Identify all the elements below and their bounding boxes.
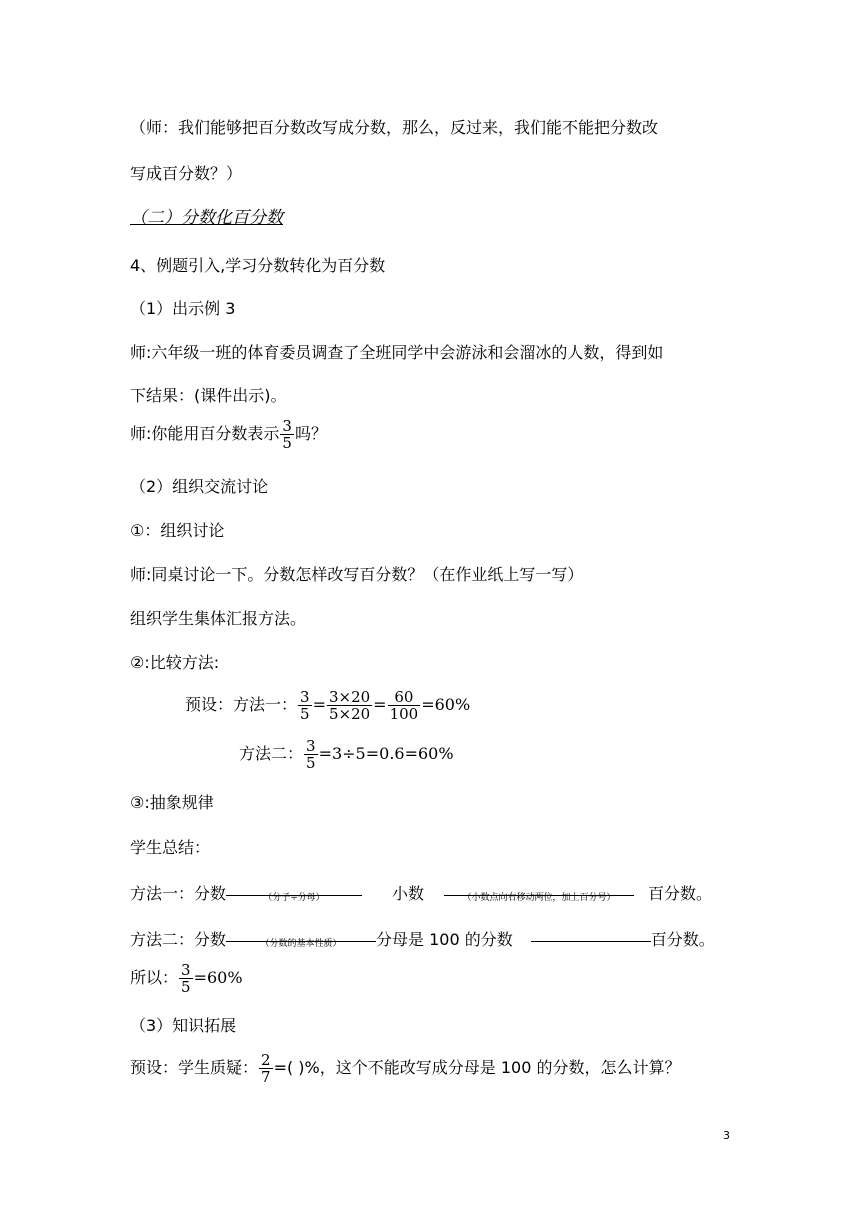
fraction-3x20-5x20: $\frac{3\times 20}{5\times 20}$ [328, 688, 371, 723]
arrow-divide: （分子÷分母） [226, 885, 362, 905]
teacher-text-1-cont: 下结果：(课件出示)。 [130, 386, 287, 405]
teacher-text-1: 师:六年级一班的体育委员调查了全班同学中会游泳和会溜冰的人数，得到如 [130, 343, 664, 362]
paragraph-teacher-question-cont: 写成百分数？） [130, 164, 243, 183]
conclusion: 所以： $\frac{3}{5}$ =60% [130, 961, 243, 996]
arrow-basic-property: （分数的基本性质） [226, 931, 376, 951]
fraction-60-100: $\frac{60}{100}$ [389, 688, 419, 723]
method-2-label: 方法二： [239, 744, 304, 763]
method-1-label: 预设：方法一： [185, 695, 298, 714]
method-1-line: 预设：方法一： $\frac{3}{5}$ = $\frac{3\times 20}{5\times 20}$ = $\frac{60}{100}$ =60% [185, 688, 471, 723]
step-2-title: （2）组织交流讨论 [130, 477, 269, 496]
arrow-plain [531, 931, 651, 951]
fraction-3-5: $\frac{3}{5}$ [181, 961, 191, 996]
paragraph-teacher-question: （师：我们能够把百分数改写成分数，那么，反过来，我们能不能把分数改 [130, 118, 659, 137]
text: 师:你能用百分数表示 [130, 424, 280, 443]
step-4-title: 4、例题引入,学习分数转化为百分数 [130, 256, 386, 275]
organize-report: 组织学生集体汇报方法。 [130, 609, 307, 628]
teacher-text-2: 师:同桌讨论一下。分数怎样改写百分数？（在作业纸上写一写） [130, 565, 584, 584]
fraction-3-5: $\frac{3}{5}$ [300, 688, 310, 723]
arrow-move-decimal: （小数点向右移动两位，加上百分号） [444, 885, 634, 905]
fraction-2-7: $\frac{2}{7}$ [261, 1051, 271, 1086]
sub-step-3: ③:抽象规律 [130, 793, 214, 812]
method-1-result: =60% [421, 695, 471, 714]
text: 吗？ [294, 424, 327, 443]
fraction-3-5: $\frac{3}{5}$ [282, 417, 292, 452]
method-2-result: =3÷5=0.6=60% [318, 744, 454, 763]
step-3-title: （3）知识拓展 [130, 1016, 237, 1035]
section-heading: （二）分数化百分数 [130, 208, 283, 228]
student-question: 预设：学生质疑： $\frac{2}{7}$ =( )%，这个不能改写成分母是 100 的分数，怎么计算？ [130, 1051, 681, 1086]
rule-method-1: 方法一：分数 （分子÷分母） 小数 （小数点向右移动两位，加上百分号） 百分数。 [130, 884, 713, 903]
student-summary: 学生总结： [130, 838, 211, 857]
step-1-title: （1）出示例 3 [130, 299, 236, 318]
fraction-3-5: $\frac{3}{5}$ [306, 737, 316, 772]
sub-step-2: ②:比较方法: [130, 653, 220, 672]
rule-method-2: 方法二：分数 （分数的基本性质） 分母是 100 的分数 百分数。 [130, 930, 715, 949]
method-2-line [239, 738, 454, 771]
page-number: 3 [723, 1129, 730, 1142]
sub-step-1: ①：组织讨论 [130, 521, 225, 540]
teacher-question-fraction [130, 418, 327, 451]
